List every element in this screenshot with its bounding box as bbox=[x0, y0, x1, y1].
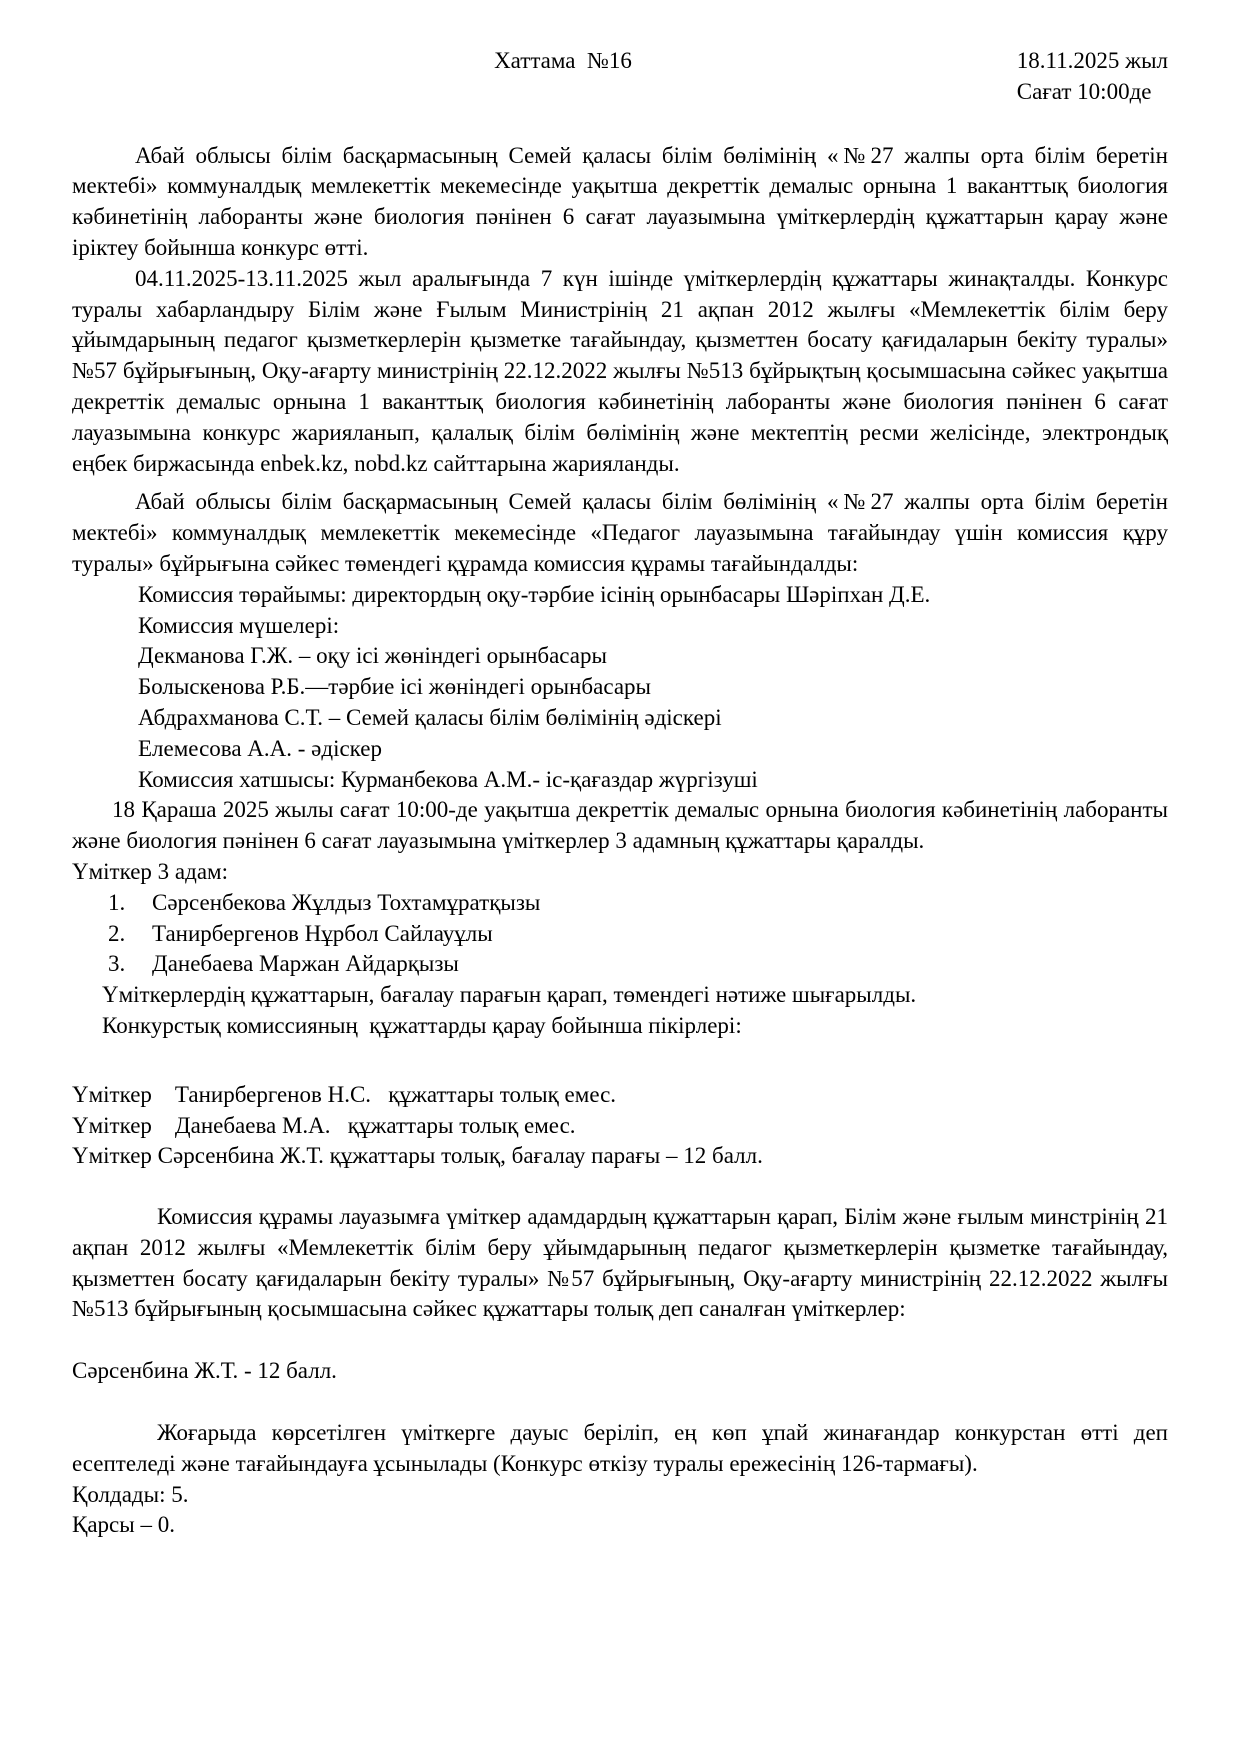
candidate-list-item bbox=[72, 888, 1168, 919]
time-line: Сағат 10:00де bbox=[1016, 78, 1152, 104]
meeting-paragraph: 18 Қараша 2025 жылы сағат 10:00-де уақытша декреттік демалыс орнына биология кәбинетінің лаборанты және биология пәнінен 6 сағат лауазымына үміткерлер 3 адамның құжаттары қаралды. bbox=[72, 797, 1168, 854]
spacer bbox=[72, 1325, 1168, 1356]
vote-against-line: Қарсы – 0. bbox=[72, 1512, 175, 1538]
conclusion-paragraph: Комиссия құрамы лауазымға үміткер адамдардың құжаттарын қарап, Білім және ғылым минстрінің 21 ақпан 2012 жылғы «Мемлекеттік білім беру ұйымдарының педагог қызметкерлерін қызметке тағайындау, қызметтен босату қағидаларын бекіту туралы» №57 бұйрығының, Оқу-ағарту министрінің 22.12.2022 жылғы №513 бұйрығының қосымшасына сәйкес құжаттары толық деп саналған үміткерлер: bbox=[72, 1204, 1168, 1322]
candidates-heading: Үміткер 3 адам: bbox=[72, 858, 228, 884]
committee-member-line: Елемесова А.А. - әдіскер bbox=[138, 735, 382, 761]
collection-paragraph: 04.11.2025-13.11.2025 жыл аралығында 7 күн ішінде үміткерлердің құжаттары жинақталды. Конкурс туралы хабарландыру Білім және Ғылым Министрінің 21 ақпан 2012 жылғы «Мемлекеттік білім беру ұйымдарының педагог қызметкерлерін қызметке тағайындау, қызметтен босату қағидаларын бекіту туралы» №57 бұйрығының, Оқу-ағарту министрінің 22.12.2022 жылғы №513 бұйрықтың қосымшасына сәйкес уақытша декреттік демалыс орнына 1 ваканттық биология кәбинетінің лаборанты және биология пәнінен 6 сағат лауазымына конкурс жарияланып, қалалық білім бөлімінің және мектептің ресми желісінде, электрондық еңбек биржасында enbek.kz, nobd.kz сайттарына жарияланды. bbox=[72, 265, 1168, 476]
opinions-heading: Конкурстық комиссияның құжаттарды қарау бойынша пікірлері: bbox=[102, 1012, 742, 1038]
opinion-line: Үміткер Сәрсенбина Ж.Т. құжаттары толық, бағалау парағы – 12 балл. bbox=[72, 1143, 763, 1169]
document-header bbox=[72, 46, 1168, 108]
spacer bbox=[72, 108, 1168, 141]
committee-members-heading: Комиссия мүшелері: bbox=[138, 612, 340, 638]
candidate-name: Танирбергенов Нұрбол Сайлауұлы bbox=[152, 920, 493, 946]
spacer bbox=[72, 1042, 1168, 1080]
opinion-line: Үміткер Данебаева М.А. құжаттары толық емес. bbox=[72, 1112, 576, 1138]
committee-secretary-line: Комиссия хатшысы: Курманбекова А.М.- іс-қағаздар жүргізуші bbox=[138, 766, 758, 792]
document-title: Хаттама №16 bbox=[494, 48, 632, 73]
vote-for-line: Қолдады: 5. bbox=[72, 1481, 189, 1507]
committee-member-line: Болыскенова Р.Б.—тәрбие ісі жөніндегі орынбасары bbox=[138, 674, 651, 700]
date-line: 18.11.2025 жыл bbox=[1016, 48, 1168, 73]
document-date-block bbox=[1017, 46, 1168, 108]
opinion-line: Үміткер Танирбергенов Н.С. құжаттары толық емес. bbox=[72, 1081, 617, 1107]
candidate-list-item bbox=[72, 949, 1168, 980]
intro-paragraph: Абай облысы білім басқармасының Семей қаласы білім бөлімінің «№27 жалпы орта білім беретін мектебі» коммуналдық мемлекеттік мекемесінде уақытша декреттік демалыс орнына 1 ваканттық биология кәбинетінің лаборанты және биология пәнінен 6 сағат лауазымына үміткерлердің құжаттарын қарау және іріктеу бойынша конкурс өтті. bbox=[72, 142, 1168, 260]
spacer bbox=[72, 479, 1168, 487]
committee-chair-line: Комиссия төрайымы: директордың оқу-тәрбие ісінің орынбасары Шәріпхан Д.Е. bbox=[138, 581, 931, 607]
spacer bbox=[72, 1387, 1168, 1418]
candidate-number: 2. bbox=[108, 920, 126, 946]
candidate-number: 1. bbox=[108, 889, 126, 915]
candidate-list-item bbox=[72, 919, 1168, 950]
candidate-name: Сәрсенбекова Жұлдыз Тохтамұратқызы bbox=[152, 889, 541, 915]
spacer bbox=[72, 1172, 1168, 1202]
score-line: Сәрсенбина Ж.Т. - 12 балл. bbox=[72, 1358, 337, 1384]
committee-member-line: Декманова Г.Ж. – оқу ісі жөніндегі орынбасары bbox=[138, 643, 607, 669]
candidate-name: Данебаева Маржан Айдарқызы bbox=[152, 951, 459, 977]
commission-order-paragraph: Абай облысы білім басқармасының Семей қаласы білім бөлімінің «№27 жалпы орта білім беретін мектебі» коммуналдық мемлекеттік мекемесінде «Педагог лауазымына тағайындау үшін комиссия құру туралы» бұйрығына сәйкес төмендегі құрамда комиссия құрамы тағайындалды: bbox=[72, 489, 1168, 576]
decision-paragraph: Жоғарыда көрсетілген үміткерге дауыс беріліп, ең көп ұпай жинағандар конкурстан өтті деп есептеледі және тағайындауға ұсынылады (Конкурс өткізу туралы ережесінің 126-тармағы). bbox=[72, 1420, 1168, 1476]
review-result-line: Үміткерлердің құжаттарын, бағалау парағын қарап, төмендегі нәтиже шығарылды. bbox=[102, 982, 917, 1008]
committee-member-line: Абдрахманова С.Т. – Семей қаласы білім бөлімінің әдіскері bbox=[138, 704, 722, 730]
candidate-number: 3. bbox=[108, 951, 126, 977]
